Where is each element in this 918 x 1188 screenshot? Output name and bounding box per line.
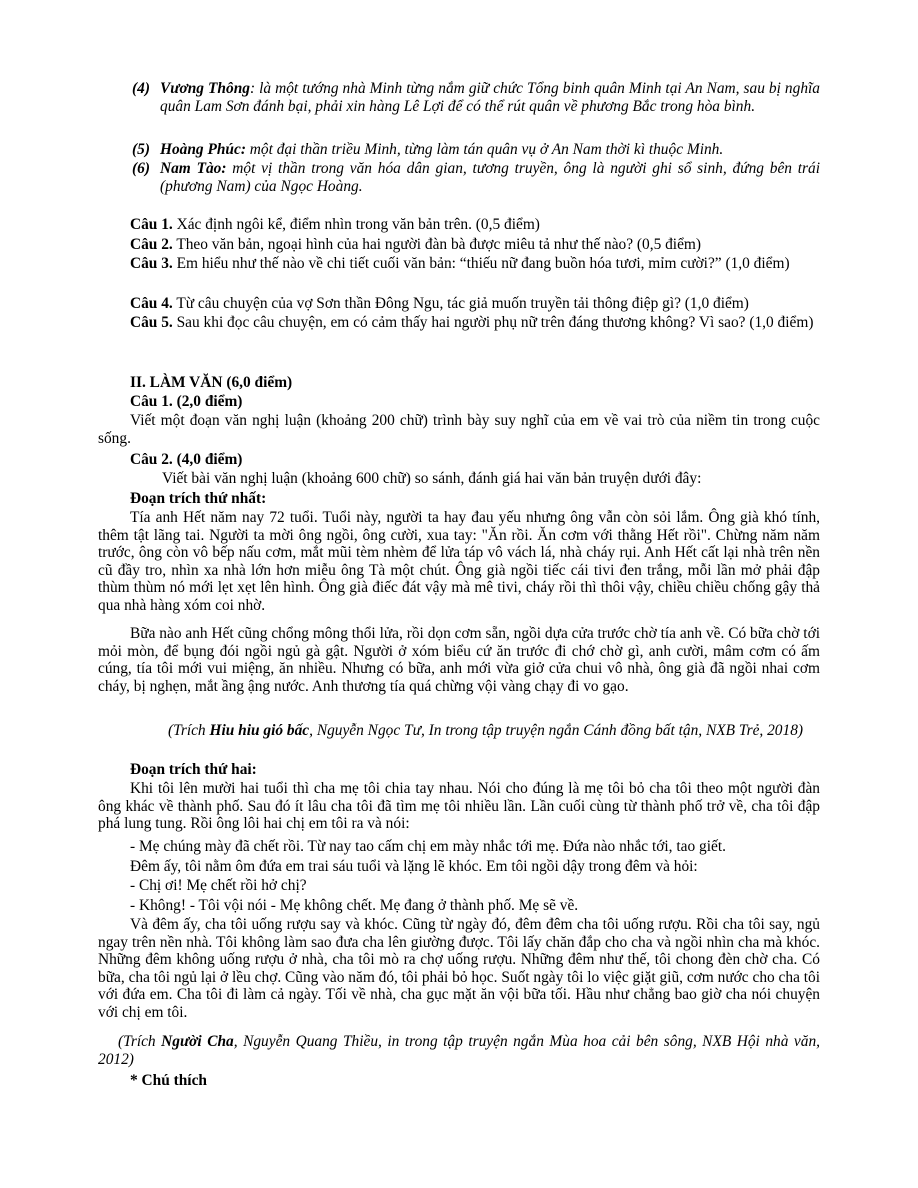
- note-text: một đại thần triều Minh, từng làm tán quân vụ ở An Nam thời kì thuộc Minh.: [245, 141, 724, 158]
- note-text: : là một tướng nhà Minh từng nắm giữ chức Tổng binh quân Minh tại An Nam, sau bị nghĩa quân Lam Sơn đánh bại, phải xin hàng Lê Lợi để có thể rút quân về phương Bắc trong hòa bình.: [160, 80, 820, 115]
- writing-question-1-label: Câu 1. (2,0 điểm): [130, 393, 243, 410]
- dialogue-line: - Không! - Tôi vội nói - Mẹ không chết. Mẹ đang ở thành phố. Mẹ sẽ về.: [130, 897, 579, 914]
- dialogue-line: - Chị ơi! Mẹ chết rồi hở chị?: [130, 877, 307, 894]
- question-4: Câu 4. Từ câu chuyện của vợ Sơn thần Đông Ngu, tác giả muốn truyền tải thông điệp gì? (1,0 điểm): [130, 295, 749, 312]
- excerpt-one-source: (Trích Hiu hiu gió bấc, Nguyễn Ngọc Tư, In trong tập truyện ngắn Cánh đồng bất tận, NXB Trẻ, 2018): [168, 722, 804, 739]
- note-text: một vị thần trong văn hóa dân gian, tương truyền, ông là người ghi sổ sinh, đứng bên trái (phương Nam) của Ngọc Hoàng.: [160, 160, 820, 195]
- note-term: Vương Thông: [160, 80, 250, 97]
- note-number: (4): [132, 80, 150, 97]
- note-term: Nam Tào:: [160, 160, 227, 177]
- question-3: Câu 3. Em hiểu như thế nào về chi tiết cuối văn bản: “thiếu nữ đang buồn hóa tươi, mỉm cười?” (1,0 điểm): [130, 255, 790, 272]
- writing-question-2-label: Câu 2. (4,0 điểm): [130, 451, 243, 468]
- excerpt-one-heading: Đoạn trích thứ nhất:: [130, 490, 267, 507]
- source-title: Người Cha: [161, 1033, 234, 1050]
- note-number: (6): [132, 160, 150, 177]
- excerpt-one-paragraph-1: Tía anh Hết năm nay 72 tuổi. Tuổi này, người ta hay đau yếu nhưng ông vẫn còn sỏi lắm. Ông già khó tính, thêm tật lãng tai. Người ta mời ông ngồi, ông cười, xua tay: "Ăn rồi. Ăn cơm với thằng Hết rồi". Chừng năm năm trước, ông còn vô bếp nấu cơm, mắt mũi tèm nhèm để lửa táp vô vách lá, nhà cháy rụi. Anh Hết cất lại nhà trên nền cũ đầy tro, nhìn xa nhà lớn hơn miễu ông Tà một chút. Ông già ngồi tiếc cái tivi đen trắng, mỗi lần mở phải đập thùm thùm nó mới lẹt xẹt lên hình. Ông già điếc đát vậy mà mê tivi, cháy rồi thì thôi vậy, chiều chiều chống gậy thả qua nhà hàng xóm coi nhờ.: [98, 509, 820, 614]
- dialogue-line: Đêm ấy, tôi nằm ôm đứa em trai sáu tuổi và lặng lẽ khóc. Em tôi ngồi dậy trong đêm và hỏi:: [130, 858, 698, 875]
- excerpt-two-heading: Đoạn trích thứ hai:: [130, 761, 257, 778]
- question-5: Câu 5. Sau khi đọc câu chuyện, em có cảm thấy hai người phụ nữ trên đáng thương không? Vì sao? (1,0 điểm): [130, 314, 814, 331]
- dialogue-line: - Mẹ chúng mày đã chết rồi. Từ nay tao cấm chị em mày nhắc tới mẹ. Đứa nào nhắc tới, tao giết.: [130, 838, 726, 855]
- excerpt-two-paragraph-1: Khi tôi lên mười hai tuổi thì cha mẹ tôi chia tay nhau. Nói cho đúng là mẹ tôi bỏ cha tôi theo một người đàn ông khác về thành phố. Sau đó ít lâu cha tôi đã tìm mẹ tôi nhiều lần. Lần cuối cùng từ thành phố trở về, cha tôi đập phá lung tung. Rồi ông lôi hai chị em tôi ra và nói:: [98, 780, 820, 833]
- question-2: Câu 2. Theo văn bản, ngoại hình của hai người đàn bà được miêu tả như thế nào? (0,5 điểm): [130, 236, 702, 253]
- source-title: Hiu hiu gió bấc: [209, 722, 310, 739]
- note-4: [132, 80, 820, 115]
- note-term: Hoàng Phúc:: [160, 141, 246, 158]
- excerpt-two-source: (Trích Người Cha, Nguyễn Quang Thiều, in trong tập truyện ngắn Mùa hoa cải bên sông, NXB Hội nhà văn, 2012): [98, 1033, 820, 1068]
- writing-question-2-text: Viết bài văn nghị luận (khoảng 600 chữ) so sánh, đánh giá hai văn bản truyện dưới đây:: [162, 470, 702, 487]
- question-1: Câu 1. Xác định ngôi kể, điểm nhìn trong văn bản trên. (0,5 điểm): [130, 216, 540, 233]
- footnote-heading: * Chú thích: [130, 1072, 207, 1089]
- excerpt-one-paragraph-2: Bữa nào anh Hết cũng chổng mông thổi lửa, rồi dọn cơm sẵn, ngồi dựa cửa trước chờ tía anh về. Có bữa chờ tới mỏi mòn, để bụng đói ngồi ngủ gà gật. Người ở xóm biểu cứ ăn trước đi chớ chờ gì, anh cười, mâm cơm có ấm cúng, tía tôi mới vui miệng, ăn nhiều. Nhưng có bữa, anh mới vừa giở cửa chui vô nhà, ông già đã ngồi nhai cơm cháy, bị nghẹn, mắt ầng ậng nước. Anh thương tía quá chừng vội vàng chạy đi vo gạo.: [98, 625, 820, 695]
- note-6: [132, 160, 820, 195]
- section-heading: II. LÀM VĂN (6,0 điểm): [130, 374, 293, 391]
- note-5: [132, 141, 820, 159]
- excerpt-two-paragraph-2: Và đêm ấy, cha tôi uống rượu say và khóc. Cũng từ ngày đó, đêm đêm cha tôi uống rượu. Rồi cha tôi say, ngủ ngay trên nền nhà. Tôi không làm sao đưa cha lên giường được. Tôi lấy chăn đắp cho cha và ngồi nhìn cha mà khóc. Những đêm không uống rượu ở nhà, cha tôi mò ra chợ uống rượu. Những đêm như thế, tôi chong đèn chờ cha. Có bữa, cha tôi ngủ lại ở lều chợ. Cũng vào năm đó, tôi phải bỏ học. Suốt ngày tôi lo việc giặt giũ, cơm nước cho cha tôi với đứa em. Cha tôi đi làm cả ngày. Tối về nhà, cha gục mặt ăn vội bữa tối. Hầu như chẳng bao giờ cha nói chuyện với chị em tôi.: [98, 916, 821, 1021]
- note-number: (5): [132, 141, 150, 158]
- writing-question-1-text: Viết một đoạn văn nghị luận (khoảng 200 chữ) trình bày suy nghĩ của em về vai trò của niềm tin trong cuộc sống.: [98, 412, 820, 447]
